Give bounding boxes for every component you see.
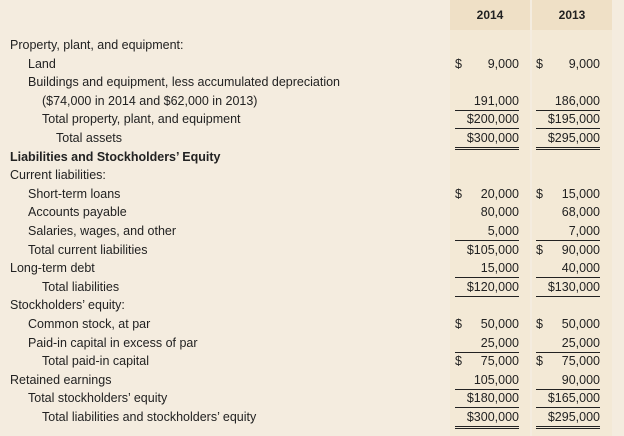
amount: $180,000 xyxy=(466,391,519,406)
row-label: Current liabilities: xyxy=(10,168,106,183)
sheet-row xyxy=(0,185,624,203)
sheet-row xyxy=(0,73,624,91)
row-label: Liabilities and Stockholders’ Equity xyxy=(10,149,221,164)
column-header-band xyxy=(0,0,624,30)
row-label: Total current liabilities xyxy=(28,242,148,257)
amount: 20,000 xyxy=(480,186,519,201)
sheet-row xyxy=(0,408,624,426)
amount: 80,000 xyxy=(480,205,519,220)
header-2014: 2014 xyxy=(450,0,530,30)
row-label: Retained earnings xyxy=(10,372,112,387)
sheet-row xyxy=(0,36,624,54)
sheet-row xyxy=(0,92,624,110)
value-13 xyxy=(536,203,600,221)
value-14 xyxy=(455,315,519,333)
amount: 50,000 xyxy=(480,317,519,331)
amount: 186,000 xyxy=(554,93,600,108)
amount: $120,000 xyxy=(466,279,519,294)
amount: 90,000 xyxy=(561,372,600,387)
sheet-row xyxy=(0,389,624,407)
sheet-row xyxy=(0,110,624,128)
value-14 xyxy=(455,334,519,353)
currency-sign: $ xyxy=(455,186,462,201)
sheet-row xyxy=(0,241,624,259)
amount: $105,000 xyxy=(466,242,519,257)
row-label: Total stockholders’ equity xyxy=(28,391,168,406)
row-label: Accounts payable xyxy=(28,205,127,220)
value-14 xyxy=(455,259,519,278)
row-label: Land xyxy=(28,56,56,71)
value-13 xyxy=(536,55,600,73)
value-13 xyxy=(536,241,600,259)
value-14 xyxy=(455,389,519,408)
amount: 68,000 xyxy=(561,205,600,220)
value-14 xyxy=(455,241,519,259)
amount: 50,000 xyxy=(561,317,600,331)
sheet-row xyxy=(0,55,624,73)
amount: $195,000 xyxy=(547,112,600,127)
value-13 xyxy=(536,92,600,111)
value-13 xyxy=(536,371,600,390)
sheet-row xyxy=(0,352,624,370)
header-2013: 2013 xyxy=(532,0,612,30)
amount: 75,000 xyxy=(561,354,600,369)
amount: $300,000 xyxy=(466,131,519,145)
amount: $300,000 xyxy=(466,410,519,424)
value-13 xyxy=(536,185,600,203)
amount: 75,000 xyxy=(480,354,519,369)
value-14 xyxy=(455,185,519,203)
row-label: Paid-in capital in excess of par xyxy=(28,335,198,350)
amount: 25,000 xyxy=(480,335,519,350)
amount: 90,000 xyxy=(561,242,600,257)
sheet-row xyxy=(0,166,624,184)
value-14 xyxy=(455,203,519,221)
currency-sign: $ xyxy=(536,56,543,71)
sheet-row xyxy=(0,203,624,221)
sheet-row xyxy=(0,334,624,352)
row-label: Common stock, at par xyxy=(28,317,151,331)
currency-sign: $ xyxy=(536,242,543,257)
amount: 5,000 xyxy=(487,224,519,238)
sheet-row xyxy=(0,222,624,240)
value-14 xyxy=(455,408,519,429)
currency-sign: $ xyxy=(536,354,543,369)
amount: 191,000 xyxy=(473,93,519,108)
amount: $200,000 xyxy=(466,112,519,127)
amount: 9,000 xyxy=(487,56,519,71)
sheet-row xyxy=(0,371,624,389)
row-label: Total assets xyxy=(56,131,123,145)
sheet-row xyxy=(0,296,624,314)
value-13 xyxy=(536,389,600,408)
amount: $165,000 xyxy=(547,391,600,406)
sheet-row xyxy=(0,315,624,333)
value-13 xyxy=(536,259,600,278)
value-13 xyxy=(536,315,600,333)
value-13 xyxy=(536,334,600,353)
currency-sign: $ xyxy=(536,186,543,201)
value-14 xyxy=(455,222,519,241)
amount: $295,000 xyxy=(547,410,600,424)
row-label: Stockholders’ equity: xyxy=(10,298,125,313)
amount: $130,000 xyxy=(547,279,600,294)
row-label: ($74,000 in 2014 and $62,000 in 2013) xyxy=(42,93,258,108)
value-14 xyxy=(455,110,519,129)
value-14 xyxy=(455,55,519,73)
value-13 xyxy=(536,110,600,129)
currency-sign: $ xyxy=(455,354,462,369)
row-label: Short-term loans xyxy=(28,186,121,201)
row-label: Total paid-in capital xyxy=(42,354,150,369)
sheet-row xyxy=(0,129,624,147)
amount: 15,000 xyxy=(480,261,519,276)
row-label: Property, plant, and equipment: xyxy=(10,38,184,52)
row-label: Total liabilities and stockholders’ equity xyxy=(42,410,257,424)
sheet-row xyxy=(0,259,624,277)
currency-sign: $ xyxy=(455,56,462,71)
sheet-row xyxy=(0,278,624,296)
row-label: Buildings and equipment, less accumulated depreciation xyxy=(28,75,340,90)
row-label: Salaries, wages, and other xyxy=(28,224,177,238)
currency-sign: $ xyxy=(536,317,543,331)
amount: 15,000 xyxy=(561,186,600,201)
amount: $295,000 xyxy=(547,131,600,145)
row-label: Total liabilities xyxy=(42,279,120,294)
value-13 xyxy=(536,222,600,241)
amount: 9,000 xyxy=(568,56,600,71)
amount: 25,000 xyxy=(561,335,600,350)
value-14 xyxy=(455,278,519,297)
value-14 xyxy=(455,371,519,390)
amount: 40,000 xyxy=(561,261,600,276)
currency-sign: $ xyxy=(455,317,462,331)
balance-sheet-body xyxy=(0,30,624,436)
row-label: Long-term debt xyxy=(10,261,95,276)
row-label: Total property, plant, and equipment xyxy=(42,112,241,127)
sheet-row xyxy=(0,148,624,166)
amount: 7,000 xyxy=(568,224,600,238)
value-14 xyxy=(455,352,519,370)
value-13 xyxy=(536,278,600,297)
value-13 xyxy=(536,408,600,429)
amount: 105,000 xyxy=(473,372,519,387)
value-13 xyxy=(536,352,600,370)
value-14 xyxy=(455,92,519,111)
